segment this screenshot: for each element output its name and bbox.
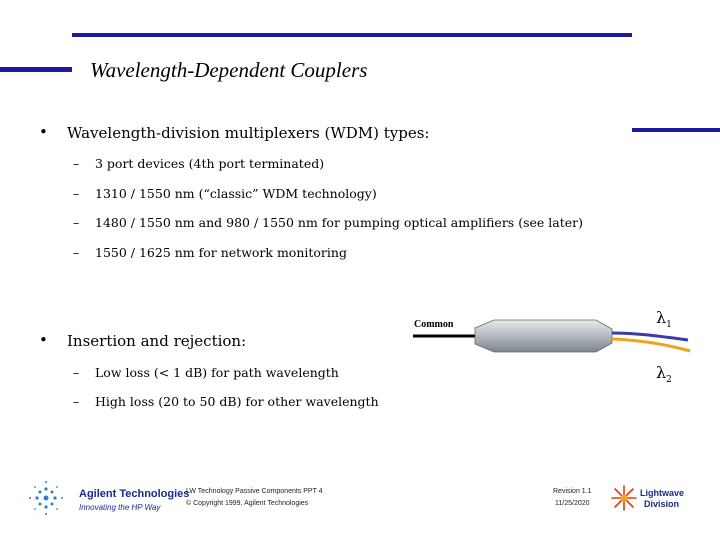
right-rule [632,128,720,132]
lightwave-logo-line1: Lightwave [640,488,685,498]
lambda-2-label: $\lambda_2$ [656,363,672,385]
company-name: Agilent Technologies [79,488,190,500]
sub-bullet: – 1310 / 1550 nm (“classic” WDM technology) [73,186,377,201]
footer-date: 11/25/2020 [555,500,590,507]
sub-bullet: – 1480 / 1550 nm and 980 / 1550 nm for pumping optical amplifiers (see later) [73,215,583,230]
footer-file-line: LW Technology Passive Components PPT 4 [186,488,323,495]
bullet-dot: • [39,123,48,141]
left-rule [0,67,72,72]
footer-revision: Revision 1.1 [553,488,592,495]
company-tagline: Innovating the HP Way [79,503,161,512]
fiber-orange [612,339,690,351]
lightwave-burst-icon [610,484,638,512]
bullet-text: Insertion and rejection: [67,332,247,350]
lambda-1-label: $\lambda_1$ [656,308,672,330]
footer-copyright: © Copyright 1999, Agilent Technologies [186,500,309,507]
agilent-spark-icon [26,478,66,518]
sub-bullet: – High loss (20 to 50 dB) for other wavelength [73,394,379,409]
sub-bullet: – 1550 / 1625 nm for network monitoring [73,245,347,260]
lightwave-logo-line2: Division [644,499,680,509]
sub-bullet: – Low loss (< 1 dB) for path wavelength [73,365,339,380]
slide-title: Wavelength-Dependent Couplers [90,58,368,82]
wdm-coupler-diagram [400,296,700,386]
common-label: Common [414,319,454,330]
bullet-dot: • [39,331,48,349]
bullet-text: Wavelength-division multiplexers (WDM) types: [67,124,430,142]
coupler-body [475,320,612,352]
bullet-insertion-rejection [39,331,247,350]
top-rule [72,33,632,37]
sub-bullet: – 3 port devices (4th port terminated) [73,156,325,171]
bullet-wdm-types [39,123,430,142]
